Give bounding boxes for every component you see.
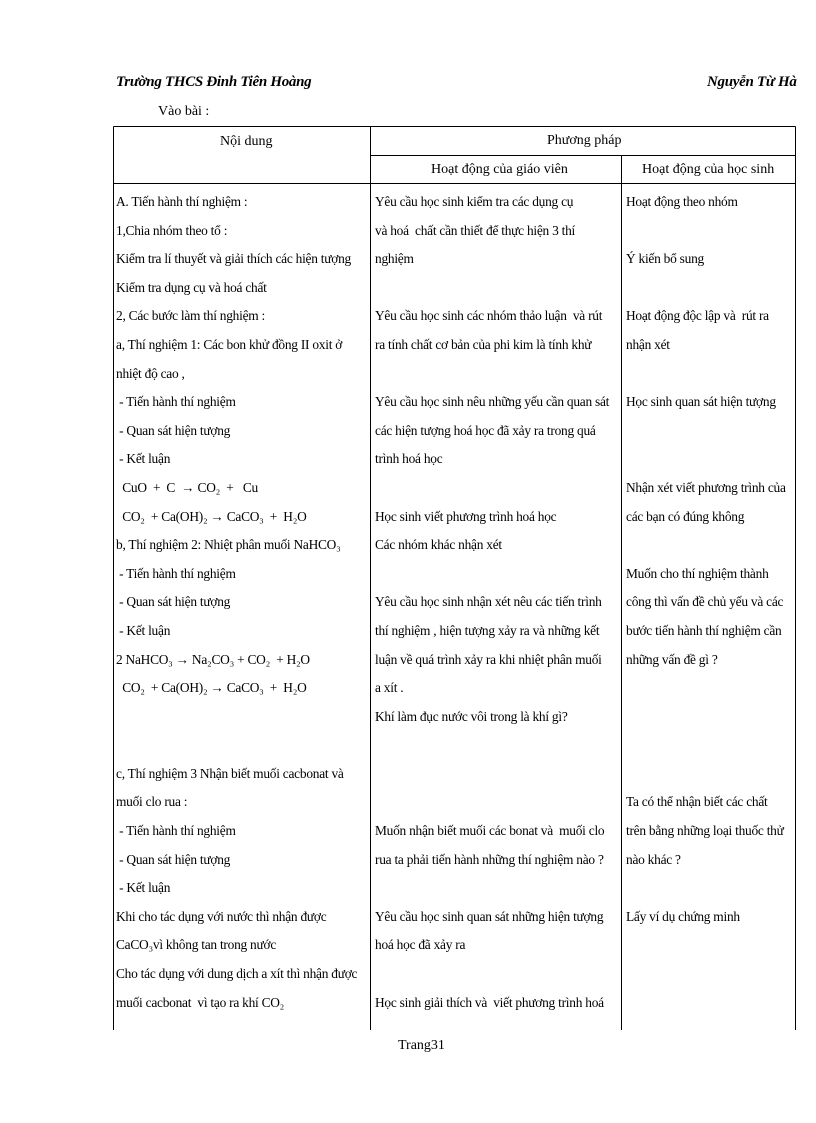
teacher-line: trình hoá học [375, 451, 443, 467]
content-line [116, 703, 357, 732]
student-line [626, 531, 786, 560]
content-line: b, Thí nghiệm 2: Nhiệt phân muối NaHCO₃ [116, 537, 341, 553]
teacher-line [375, 760, 609, 789]
teacher-line [375, 731, 609, 760]
student-line: các bạn có đúng không [626, 508, 745, 524]
intro-text: Vào bài : [158, 104, 210, 119]
student-line: Nhận xét viết phương trình của [626, 479, 786, 495]
teacher-line [375, 360, 609, 389]
content-line: a, Thí nghiệm 1: Các bon khử đồng II oxit ở [116, 336, 343, 352]
student-line: Ta có thể nhận biết các chất [626, 794, 768, 810]
header-school: Trường THCS Đinh Tiên Hoàng [116, 74, 312, 90]
teacher-line [375, 874, 609, 903]
teacher-line: và hoá chất cần thiết để thực hiện 3 thí [375, 222, 576, 238]
teacher-line: hoá học đã xảy ra [375, 937, 466, 953]
page-number: Trang31 [398, 1038, 445, 1053]
content-line: muối clo rua : [116, 794, 188, 810]
student-line [626, 731, 786, 760]
student-line [626, 360, 786, 389]
content-line: - Quan sát hiện tượng [116, 422, 231, 438]
teacher-line: Yêu cầu học sinh kiểm tra các dụng cụ [375, 194, 574, 209]
teacher-line: các hiện tượng hoá học đã xảy ra trong quá [375, 422, 596, 438]
student-line [626, 674, 786, 703]
content-line: CO₂ + Ca(OH)₂ → CaCO₃ + H₂O [116, 680, 307, 696]
header-student: Hoạt động của học sinh [642, 162, 775, 177]
student-line: Hoạt động theo nhóm [626, 194, 738, 209]
student-line [626, 217, 786, 246]
content-line: CuO + C → CO₂ + Cu [116, 479, 258, 495]
student-line: công thì vấn đề chủ yếu và các [626, 594, 784, 610]
content-line: Cho tác dụng với dung dịch a xít thì nhận được [116, 966, 358, 982]
teacher-line [375, 274, 609, 303]
content-line [116, 731, 357, 760]
content-line: Kiểm tra lí thuyết và giải thích các hiện tượng [116, 251, 351, 267]
student-line: bước tiến hành thí nghiệm cần [626, 622, 782, 638]
teacher-line: Yêu cầu học sinh nêu những yếu cần quan sát [375, 394, 610, 410]
teacher-column [375, 188, 609, 1017]
student-line [626, 417, 786, 446]
teacher-line: Yêu cầu học sinh các nhóm thảo luận và rút [375, 308, 603, 324]
content-line: - Kết luận [116, 622, 171, 638]
student-line [626, 274, 786, 303]
student-line: Học sinh quan sát hiện tượng [626, 394, 776, 410]
header-author: Nguyễn Từ Hà [707, 74, 797, 90]
student-column [626, 188, 786, 931]
content-line: A. Tiến hành thí nghiệm : [116, 194, 248, 209]
content-line: muối cacbonat vì tạo ra khí CO₂ [116, 994, 285, 1010]
content-line: - Tiến hành thí nghiệm [116, 823, 236, 839]
teacher-line: ra tính chất cơ bản của phi kim là tính khử [375, 336, 592, 352]
content-line: CaCO₃vì không tan trong nước [116, 937, 277, 953]
content-line: 2 NaHCO₃ → Na₂CO₃ + CO₂ + H₂O [116, 651, 310, 667]
teacher-line: Khí làm đục nước vôi trong là khí gì? [375, 708, 568, 724]
teacher-line: Các nhóm khác nhận xét [375, 537, 502, 553]
student-line: Ý kiến bổ sung [626, 251, 704, 267]
teacher-line: Học sinh viết phương trình hoá học [375, 508, 557, 524]
student-line: nhận xét [626, 336, 670, 352]
content-line: 2, Các bước làm thí nghiệm : [116, 308, 266, 324]
teacher-line: luận về quá trình xảy ra khi nhiệt phân muối [375, 651, 602, 667]
teacher-line: Muốn nhận biết muối các bonat và muối clo [375, 823, 605, 839]
student-line: trên bằng những loại thuốc thử [626, 823, 784, 839]
student-line [626, 874, 786, 903]
teacher-line [375, 960, 609, 989]
content-line: Kiểm tra dụng cụ và hoá chất [116, 279, 267, 295]
teacher-line: thí nghiệm , hiện tượng xảy ra và những kết [375, 622, 600, 638]
content-line: nhiệt độ cao , [116, 365, 185, 381]
student-line: những vấn đề gì ? [626, 651, 718, 667]
teacher-line: rua ta phải tiến hành những thí nghiệm nào ? [375, 851, 604, 867]
student-line [626, 445, 786, 474]
teacher-line [375, 788, 609, 817]
header-method: Phương pháp [547, 133, 622, 148]
content-line: - Kết luận [116, 451, 171, 467]
content-column [116, 188, 357, 1017]
teacher-line [375, 560, 609, 589]
student-line: Muốn cho thí nghiệm thành [626, 565, 769, 581]
teacher-line: Yêu cầu học sinh nhận xét nêu các tiến trình [375, 594, 602, 610]
content-line: 1,Chia nhóm theo tổ : [116, 222, 228, 238]
student-line: Lấy ví dụ chứng minh [626, 908, 740, 924]
teacher-line: a xít . [375, 680, 404, 696]
content-line: - Tiến hành thí nghiệm [116, 394, 236, 410]
header-content: Nội dung [220, 134, 273, 149]
student-line: Hoạt động độc lập và rút ra [626, 308, 769, 324]
header-teacher: Hoạt động của giáo viên [431, 162, 568, 177]
teacher-line: Học sinh giải thích và viết phương trình hoá [375, 994, 604, 1010]
student-line: nào khác ? [626, 851, 681, 867]
teacher-line: nghiệm [375, 251, 414, 267]
content-line: - Kết luận [116, 880, 171, 896]
student-line [626, 703, 786, 732]
content-line: - Quan sát hiện tượng [116, 594, 231, 610]
content-line: - Quan sát hiện tượng [116, 851, 231, 867]
teacher-line [375, 474, 609, 503]
content-line: Khi cho tác dụng với nước thì nhận được [116, 908, 327, 924]
student-line [626, 760, 786, 789]
content-line: c, Thí nghiệm 3 Nhận biết muối cacbonat và [116, 765, 344, 781]
content-line: - Tiến hành thí nghiệm [116, 565, 236, 581]
teacher-line: Yêu cầu học sinh quan sát những hiện tượng [375, 908, 604, 924]
content-line: CO₂ + Ca(OH)₂ → CaCO₃ + H₂O [116, 508, 307, 524]
